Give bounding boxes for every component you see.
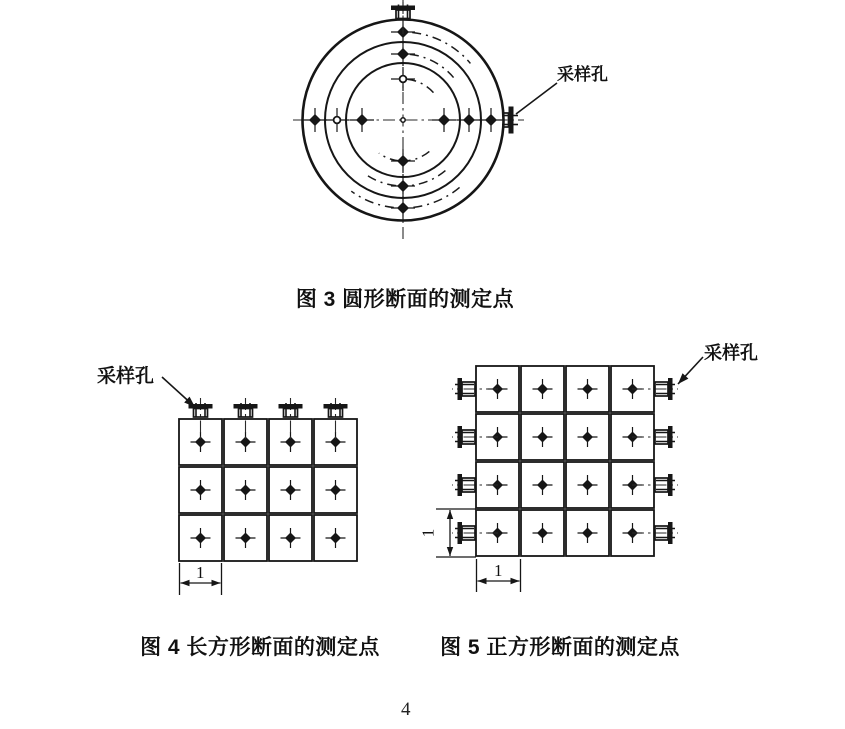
page-number: 4 (401, 699, 411, 720)
measurement-point (537, 528, 548, 539)
figure5-caption: 图 5 正方形断面的测定点 (440, 636, 680, 659)
sampling-port-icon (452, 522, 498, 544)
measurement-point (397, 48, 409, 60)
measurement-point (397, 155, 409, 167)
measurement-point (397, 180, 409, 192)
figure5-cell-dimension-label: 1 (494, 561, 503, 580)
measurement-point (582, 384, 593, 395)
arrowhead (212, 580, 221, 586)
measurement-point-open (334, 117, 341, 124)
arrowhead (447, 510, 453, 519)
leader-line (678, 357, 703, 384)
sampling-port-icon (452, 426, 498, 448)
measurement-point (195, 485, 206, 496)
measurement-point (285, 485, 296, 496)
sampling-port-icon (452, 378, 498, 400)
sampling-port-icon (632, 378, 678, 400)
figure4-sampling-hole-label: 采样孔 (97, 366, 155, 387)
figure3-circular-diagram (280, 0, 610, 262)
measurement-point (195, 533, 206, 544)
leader-line (162, 377, 195, 407)
arrowhead (511, 578, 520, 584)
measurement-point (356, 114, 368, 126)
figure4-cell-dimension-label: 1 (196, 563, 205, 582)
sampling-port-icon (452, 474, 498, 496)
measurement-point (438, 114, 450, 126)
measurement-point (582, 432, 593, 443)
measurement-point (463, 114, 475, 126)
sampling-port-icon (632, 474, 678, 496)
arrowhead (478, 578, 487, 584)
figure5-row-dimension-label: 1 (418, 528, 438, 538)
measurement-points (303, 20, 503, 220)
sampling-port-icon (632, 522, 678, 544)
measurement-point (537, 432, 548, 443)
measurement-point (582, 480, 593, 491)
grid-cells (476, 366, 654, 556)
figure5-sampling-hole-label: 采样孔 (704, 343, 758, 363)
measurement-point (330, 485, 341, 496)
figure3-caption: 图 3 圆形断面的测定点 (295, 288, 515, 311)
leader-line (516, 83, 557, 114)
arrowhead (181, 580, 190, 586)
measurement-point-open (400, 76, 407, 83)
measurement-point (309, 114, 321, 126)
measurement-point (537, 384, 548, 395)
center-point (401, 118, 405, 122)
figure5-square-diagram (420, 330, 742, 605)
sampling-port-icon (632, 426, 678, 448)
measurement-point (582, 528, 593, 539)
measurement-point (485, 114, 497, 126)
grid-cells (179, 419, 357, 561)
figure3-sampling-hole-label: 采样孔 (557, 65, 608, 84)
measurement-point (397, 202, 409, 214)
measurement-point (537, 480, 548, 491)
figure4-caption: 图 4 长方形断面的测定点 (140, 636, 380, 659)
measurement-point (330, 533, 341, 544)
measurement-point (240, 533, 251, 544)
arrowhead (447, 547, 453, 556)
measurement-point (285, 533, 296, 544)
measurement-point (240, 485, 251, 496)
